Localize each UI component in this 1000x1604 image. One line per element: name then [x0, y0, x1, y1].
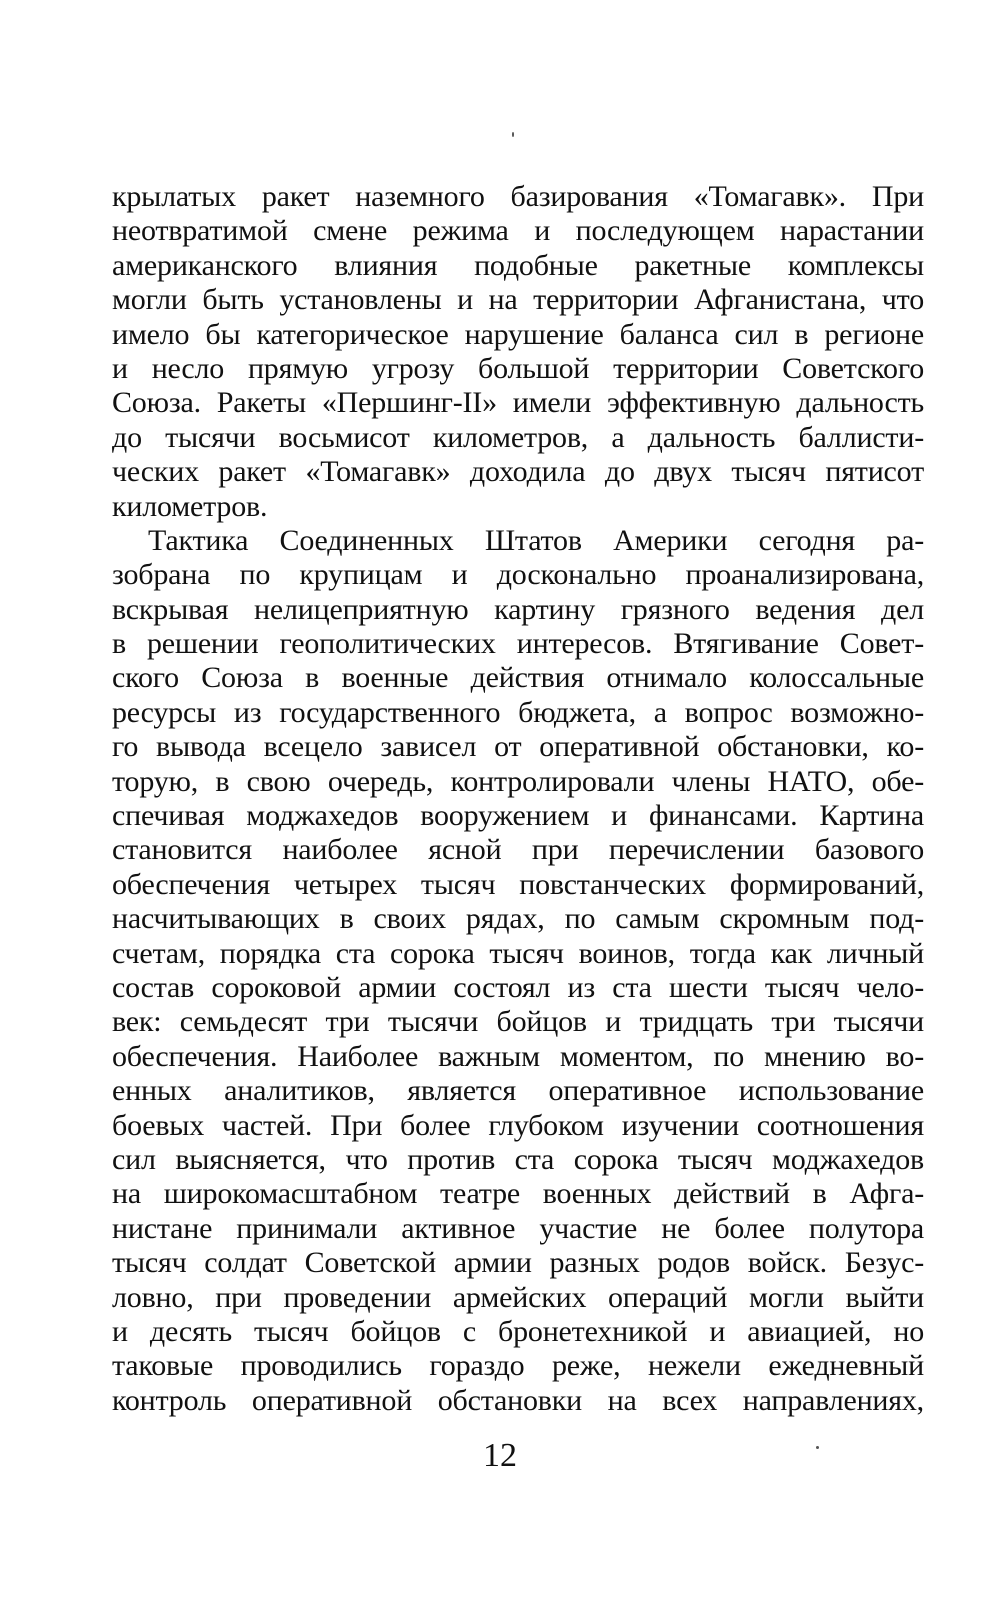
text-line: состав сороковой армии состоял из ста шести тысяч чело- [112, 970, 924, 1004]
text-line: зобрана по крупицам и досконально проанализирована, [112, 558, 924, 592]
text-line: в решении геополитических интересов. Втягивание Совет- [112, 627, 924, 661]
text-line: вскрывая нелицеприятную картину грязного ведения дел [112, 592, 924, 626]
scan-speck [512, 132, 514, 137]
text-line: километров. [112, 489, 268, 523]
text-line: енных аналитиков, является оперативное использование [112, 1074, 924, 1108]
text-line: обеспечения. Наиболее важным моментом, по мнению во- [112, 1039, 924, 1073]
text-line: век: семьдесят три тысячи бойцов и тридцать три тысячи [112, 1005, 924, 1039]
text-line: американского влияния подобные ракетные комплексы [112, 248, 924, 282]
text-line: спечивая моджахедов вооружением и финансами. Картина [112, 799, 924, 833]
text-line: имело бы категорическое нарушение баланса сил в регионе [112, 317, 924, 351]
text-line: таковые проводились гораздо реже, нежели ежедневный [112, 1349, 924, 1383]
text-line: и несло прямую угрозу большой территории Советского [112, 351, 924, 385]
text-line: боевых частей. При более глубоком изучении соотношения [112, 1108, 924, 1142]
text-line: могли быть установлены и на территории Афганистана, что [112, 283, 924, 317]
text-line: насчитывающих в своих рядах, по самым скромным под- [112, 902, 924, 936]
text-line: торую, в свою очередь, контролировали члены НАТО, обе- [112, 764, 924, 798]
text-line: Тактика Соединенных Штатов Америки сегодня ра- [148, 523, 924, 557]
paragraph-2 [112, 524, 924, 1418]
text-line: неотвратимой смене режима и последующем нарастании [112, 214, 924, 248]
text-line: счетам, порядка ста сорока тысяч воинов, тогда как личный [112, 936, 924, 970]
text-line: нистане принимали активное участие не более полутора [112, 1211, 924, 1245]
text-line: Союза. Ракеты «Першинг-II» имели эффективную дальность [112, 386, 924, 420]
text-line: ресурсы из государственного бюджета, а вопрос возможно- [112, 695, 924, 729]
text-line: крылатых ракет наземного базирования «Томагавк». При [112, 180, 924, 213]
paragraph-1 [112, 180, 924, 524]
page-number: 12 [483, 1437, 517, 1474]
text-line: становится наиболее ясной при перечислении базового [112, 833, 924, 867]
text-line: сил выясняется, что против ста сорока тысяч моджахедов [112, 1142, 924, 1176]
text-line: го вывода всецело зависел от оперативной обстановки, ко- [112, 730, 924, 764]
text-line: контроль оперативной обстановки на всех направлениях, [112, 1383, 924, 1417]
text-line: ского Союза в военные действия отнимало колоссальные [112, 661, 924, 695]
text-line: ловно, при проведении армейских операций могли выйти [112, 1280, 924, 1314]
text-line: и десять тысяч бойцов с бронетехникой и авиацией, но [112, 1314, 924, 1348]
scan-speck [816, 1446, 819, 1449]
text-line: тысяч солдат Советской армии разных родов войск. Безус- [112, 1246, 924, 1280]
text-line: на широкомасштабном театре военных действий в Афга- [112, 1177, 924, 1211]
text-line: до тысячи восьмисот километров, а дальность баллисти- [112, 420, 924, 454]
body-text [112, 180, 924, 1418]
text-line: обеспечения четырех тысяч повстанческих формирований, [112, 867, 924, 901]
text-line: ческих ракет «Томагавк» доходила до двух тысяч пятисот [112, 455, 924, 489]
